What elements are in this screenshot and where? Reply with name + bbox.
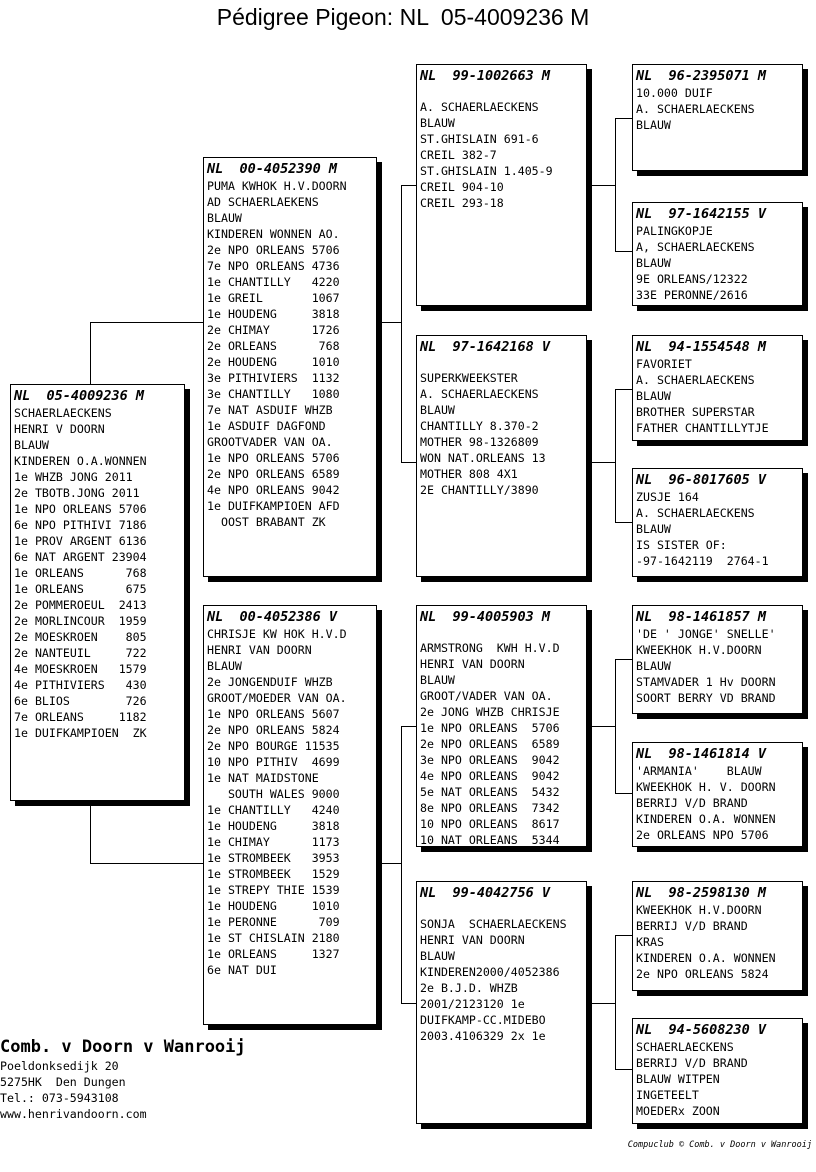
connector-line	[401, 726, 417, 727]
detail-line: -97-1642119 2764-1	[636, 554, 769, 568]
detail-line: 6e BLIOS 726	[14, 694, 147, 708]
detail-line: BLAUW	[636, 389, 671, 403]
detail-line: 6e NAT DUI	[207, 963, 277, 977]
connector-line	[401, 185, 402, 463]
detail-line: BLAUW	[207, 211, 242, 225]
detail-line: KINDEREN WONNEN AO.	[207, 227, 340, 241]
detail-line: BLAUW	[636, 118, 671, 132]
connector-line	[380, 863, 401, 864]
detail-line: 3e PITHIVIERS 1132	[207, 371, 340, 385]
connector-line	[401, 726, 402, 1004]
detail-line: SOUTH WALES 9000	[207, 787, 340, 801]
ring-number: NL 96-2395071 M	[636, 68, 767, 84]
pigeon-details	[420, 916, 583, 1044]
detail-line: 1e STROMBEEK 3953	[207, 851, 340, 865]
ring-number: NL 99-1002663 M	[420, 68, 551, 84]
detail-line: 2e B.J.D. WHZB	[420, 981, 518, 995]
pigeon-details	[636, 626, 799, 706]
detail-line: KRAS	[636, 935, 664, 949]
connector-line	[90, 322, 204, 323]
detail-line: 2e NPO BOURGE 11535	[207, 739, 340, 753]
detail-line: MOTHER 98-1326809	[420, 435, 539, 449]
detail-line: PUMA KWHOK H.V.DOORN	[207, 179, 347, 193]
connector-line	[615, 389, 616, 523]
detail-line: HENRI V DOORN	[14, 422, 105, 436]
detail-line: FATHER CHANTILLYTJE	[636, 421, 769, 435]
detail-line: 1e PERONNE 709	[207, 915, 340, 929]
detail-line: A. SCHAERLAECKENS	[420, 387, 539, 401]
detail-line: 4e NPO ORLEANS 9042	[420, 769, 560, 783]
detail-line: 5e NAT ORLEANS 5432	[420, 785, 560, 799]
detail-line: KWEEKHOK H.V.DOORN	[636, 643, 762, 657]
detail-line: 1e NAT MAIDSTONE	[207, 771, 319, 785]
breeder-name: Comb. v Doorn v Wanrooij	[0, 1037, 246, 1057]
pigeon-card-mff	[632, 605, 803, 714]
ring-number: NL 05-4009236 M	[14, 388, 145, 404]
detail-line: MOTHER 808 4X1	[420, 467, 518, 481]
detail-line: DUIFKAMP-CC.MIDEBO	[420, 1013, 546, 1027]
detail-line: 2e NPO ORLEANS 6589	[207, 467, 340, 481]
connector-line	[615, 793, 633, 794]
detail-line: 1e DUIFKAMPIOEN AFD	[207, 499, 340, 513]
pigeon-card-ffm	[632, 202, 803, 306]
detail-line: 3e NPO ORLEANS 9042	[420, 753, 560, 767]
ring-number: NL 98-1461814 V	[636, 746, 767, 762]
connector-line	[615, 118, 633, 119]
connector-line	[615, 1069, 633, 1070]
detail-line: INGETEELT	[636, 1088, 699, 1102]
detail-line: 10 NPO PITHIV 4699	[207, 755, 340, 769]
detail-line: PALINGKOPJE	[636, 224, 713, 238]
detail-line: 1e WHZB JONG 2011	[14, 470, 133, 484]
detail-line: 1e ORLEANS 675	[14, 582, 147, 596]
detail-line: KINDEREN O.A.WONNEN	[14, 454, 147, 468]
detail-line: HENRI VAN DOORN	[420, 933, 525, 947]
pigeon-card-father	[203, 157, 377, 577]
detail-line: 4e NPO ORLEANS 9042	[207, 483, 340, 497]
pigeon-card-fff	[632, 64, 803, 171]
detail-line: ZUSJE 164	[636, 490, 699, 504]
detail-line: KINDEREN O.A. WONNEN	[636, 812, 776, 826]
detail-line: BLAUW WITPEN	[636, 1072, 720, 1086]
detail-line: 2e NPO ORLEANS 5824	[636, 967, 769, 981]
detail-line: BERRIJ V/D BRAND	[636, 919, 748, 933]
detail-line: 33E PERONNE/2616	[636, 288, 748, 302]
connector-line	[590, 462, 615, 463]
detail-line: 2e JONGENDUIF WHZB	[207, 675, 333, 689]
pigeon-card-mfm	[632, 742, 803, 847]
detail-line: GROOT/VADER VAN OA.	[420, 689, 553, 703]
detail-line: BLAUW	[207, 659, 242, 673]
detail-line: 10 NAT ORLEANS 5344	[420, 833, 560, 847]
detail-line: 2e JONG WHZB CHRISJE	[420, 705, 560, 719]
detail-line: HENRI VAN DOORN	[207, 643, 312, 657]
detail-line: CREIL 382-7	[420, 148, 497, 162]
connector-line	[401, 185, 417, 186]
breeder-city: 5275HK Den Dungen	[0, 1075, 126, 1089]
detail-line: 4e MOESKROEN 1579	[14, 662, 147, 676]
detail-line: A, SCHAERLAECKENS	[636, 240, 755, 254]
detail-line: ST.GHISLAIN 691-6	[420, 132, 539, 146]
detail-line: 3e CHANTILLY 1080	[207, 387, 340, 401]
pigeon-details	[207, 178, 373, 530]
detail-line: BLAUW	[420, 403, 455, 417]
pigeon-details	[14, 405, 181, 741]
page-title: Pédigree Pigeon: NL 05-4009236 M	[216, 4, 590, 30]
detail-line: 1e ASDUIF DAGFOND	[207, 419, 326, 433]
detail-line: HENRI VAN DOORN	[420, 657, 525, 671]
detail-line: FAVORIET	[636, 357, 692, 371]
detail-line: 2e MORLINCOUR 1959	[14, 614, 147, 628]
detail-line: 2e TBOTB.JONG 2011	[14, 486, 140, 500]
detail-line: BLAUW	[636, 256, 671, 270]
detail-line: CREIL 904-10	[420, 180, 504, 194]
connector-line	[401, 1003, 417, 1004]
detail-line: 1e HOUDENG 1010	[207, 899, 340, 913]
detail-line: 7e ORLEANS 1182	[14, 710, 147, 724]
detail-line: 2e ORLEANS NPO 5706	[636, 828, 769, 842]
pigeon-card-mmf	[632, 881, 803, 991]
connector-line	[615, 251, 633, 252]
connector-line	[90, 322, 91, 384]
detail-line: 1e GREIL 1067	[207, 291, 340, 305]
pigeon-details	[636, 902, 799, 982]
detail-line: BLAUW	[420, 116, 455, 130]
detail-line: 2e HOUDENG 1010	[207, 355, 340, 369]
detail-line: BLAUW	[636, 522, 671, 536]
detail-line: 1e CHANTILLY 4240	[207, 803, 340, 817]
connector-line	[380, 322, 401, 323]
detail-line: MOEDERx ZOON	[636, 1104, 720, 1118]
connector-line	[615, 389, 633, 390]
detail-line: CHANTILLY 8.370-2	[420, 419, 539, 433]
detail-line: 10 NPO ORLEANS 8617	[420, 817, 560, 831]
footer-credit: Compuclub © Comb. v Doorn v Wanrooij	[627, 1140, 812, 1150]
detail-line: 1e STREPY THIE 1539	[207, 883, 340, 897]
pigeon-card-mm	[416, 881, 587, 1124]
detail-line: A. SCHAERLAECKENS	[636, 102, 755, 116]
detail-line: BLAUW	[14, 438, 49, 452]
pigeon-details	[636, 763, 799, 843]
pigeon-card-mf	[416, 605, 587, 847]
connector-line	[90, 863, 204, 864]
connector-line	[615, 522, 633, 523]
detail-line: 1e HOUDENG 3818	[207, 307, 340, 321]
detail-line: 1e CHANTILLY 4220	[207, 275, 340, 289]
pigeon-details	[420, 640, 583, 847]
detail-line: 7e NPO ORLEANS 4736	[207, 259, 340, 273]
detail-line: KINDEREN2000/4052386	[420, 965, 560, 979]
detail-line: 9E ORLEANS/12322	[636, 272, 748, 286]
ring-number: NL 97-1642168 V	[420, 339, 551, 355]
detail-line: 1e ORLEANS 1327	[207, 947, 340, 961]
ring-number: NL 97-1642155 V	[636, 206, 767, 222]
pigeon-details	[420, 370, 583, 498]
detail-line: SCHAERLAECKENS	[636, 1040, 734, 1054]
detail-line: CHRISJE KW HOK H.V.D	[207, 627, 347, 641]
detail-line: A. SCHAERLAECKENS	[420, 100, 539, 114]
connector-line	[615, 935, 616, 1070]
ring-number: NL 94-1554548 M	[636, 339, 767, 355]
detail-line: 1e NPO ORLEANS 5706	[14, 502, 147, 516]
detail-line: BERRIJ V/D BRAND	[636, 796, 748, 810]
ring-number: NL 98-2598130 M	[636, 885, 767, 901]
breeder-phone: Tel.: 073-5943108	[0, 1091, 119, 1105]
pigeon-card-fm	[416, 335, 587, 577]
detail-line: GROOT/MOEDER VAN OA.	[207, 691, 347, 705]
detail-line: 2e NANTEUIL 722	[14, 646, 147, 660]
ring-number: NL 99-4005903 M	[420, 609, 551, 625]
breeder-info	[0, 1036, 246, 1122]
detail-line: 2E CHANTILLY/3890	[420, 483, 539, 497]
pigeon-details	[636, 223, 799, 303]
pigeon-details	[636, 489, 799, 569]
detail-line: 1e PROV ARGENT 6136	[14, 534, 147, 548]
detail-line: 4e PITHIVIERS 430	[14, 678, 147, 692]
connector-line	[401, 462, 417, 463]
detail-line: AD SCHAERLAEKENS	[207, 195, 319, 209]
detail-line: SOORT BERRY VD BRAND	[636, 691, 776, 705]
detail-line: A. SCHAERLAECKENS	[636, 373, 755, 387]
detail-line: SCHAERLAECKENS	[14, 406, 112, 420]
detail-line: GROOTVADER VAN OA.	[207, 435, 333, 449]
detail-line: 'DE ' JONGE' SNELLE'	[636, 627, 776, 641]
pigeon-card-mother	[203, 605, 377, 1025]
detail-line: ST.GHISLAIN 1.405-9	[420, 164, 553, 178]
detail-line: SUPERKWEEKSTER	[420, 371, 518, 385]
pigeon-details	[207, 626, 373, 978]
ring-number: NL 00-4052390 M	[207, 161, 338, 177]
pigeon-card-fmf	[632, 335, 803, 441]
connector-line	[590, 726, 615, 727]
connector-line	[615, 659, 633, 660]
detail-line: 2e NPO ORLEANS 5824	[207, 723, 340, 737]
breeder-address: Poeldonksedijk 20	[0, 1059, 119, 1073]
detail-line: KINDEREN O.A. WONNEN	[636, 951, 776, 965]
detail-line: 2e NPO ORLEANS 5706	[207, 243, 340, 257]
detail-line: 1e ST CHISLAIN 2180	[207, 931, 340, 945]
detail-line: WON NAT.ORLEANS 13	[420, 451, 546, 465]
connector-line	[615, 659, 616, 794]
detail-line: BROTHER SUPERSTAR	[636, 405, 755, 419]
ring-number: NL 94-5608230 V	[636, 1022, 767, 1038]
detail-line: A. SCHAERLAECKENS	[636, 506, 755, 520]
detail-line: BLAUW	[420, 673, 455, 687]
detail-line: 7e NAT ASDUIF WHZB	[207, 403, 333, 417]
ring-number: NL 99-4042756 V	[420, 885, 551, 901]
detail-line: 6e NAT ARGENT 23904	[14, 550, 147, 564]
detail-line: 2e NPO ORLEANS 6589	[420, 737, 560, 751]
pigeon-card-ff	[416, 64, 587, 306]
detail-line: SONJA SCHAERLAECKENS	[420, 917, 567, 931]
detail-line: 1e ORLEANS 768	[14, 566, 147, 580]
pigeon-details	[636, 85, 799, 133]
detail-line: BLAUW	[636, 659, 671, 673]
ring-number: NL 96-8017605 V	[636, 472, 767, 488]
detail-line: CREIL 293-18	[420, 196, 504, 210]
ring-number: NL 00-4052386 V	[207, 609, 338, 625]
pigeon-card-mmm	[632, 1018, 803, 1124]
breeder-website[interactable]: www.henrivandoorn.com	[0, 1107, 147, 1121]
connector-line	[590, 185, 615, 186]
detail-line: 2e MOESKROEN 805	[14, 630, 147, 644]
detail-line: 1e NPO ORLEANS 5607	[207, 707, 340, 721]
detail-line: 2e CHIMAY 1726	[207, 323, 340, 337]
detail-line: 2e ORLEANS 768	[207, 339, 340, 353]
detail-line: 2e POMMEROEUL 2413	[14, 598, 147, 612]
detail-line: KWEEKHOK H.V.DOORN	[636, 903, 762, 917]
detail-line: 1e DUIFKAMPIOEN ZK	[14, 726, 147, 740]
detail-line: 8e NPO ORLEANS 7342	[420, 801, 560, 815]
pigeon-card-fmm	[632, 468, 803, 577]
detail-line: 'ARMANIA' BLAUW	[636, 764, 762, 778]
detail-line: BLAUW	[420, 949, 455, 963]
ring-number: NL 98-1461857 M	[636, 609, 767, 625]
detail-line: BERRIJ V/D BRAND	[636, 1056, 748, 1070]
detail-line: OOST BRABANT ZK	[207, 515, 326, 529]
detail-line: 6e NPO PITHIVI 7186	[14, 518, 147, 532]
connector-line	[615, 118, 616, 252]
connector-line	[590, 1003, 615, 1004]
pigeon-details	[420, 99, 583, 211]
detail-line: KWEEKHOK H. V. DOORN	[636, 780, 776, 794]
pigeon-details	[636, 356, 799, 436]
detail-line: STAMVADER 1 Hv DOORN	[636, 675, 776, 689]
detail-line: 2001/2123120 1e	[420, 997, 525, 1011]
detail-line: ARMSTRONG KWH H.V.D	[420, 641, 560, 655]
detail-line: 1e NPO ORLEANS 5706	[207, 451, 340, 465]
connector-line	[90, 800, 91, 864]
connector-line	[615, 935, 633, 936]
detail-line: 1e CHIMAY 1173	[207, 835, 340, 849]
detail-line: IS SISTER OF:	[636, 538, 727, 552]
pigeon-card-subject	[10, 384, 185, 801]
detail-line: 2003.4106329 2x 1e	[420, 1029, 546, 1043]
detail-line: 10.000 DUIF	[636, 86, 713, 100]
detail-line: 1e STROMBEEK 1529	[207, 867, 340, 881]
detail-line: 1e NPO ORLEANS 5706	[420, 721, 560, 735]
pigeon-details	[636, 1039, 799, 1119]
detail-line: 1e HOUDENG 3818	[207, 819, 340, 833]
